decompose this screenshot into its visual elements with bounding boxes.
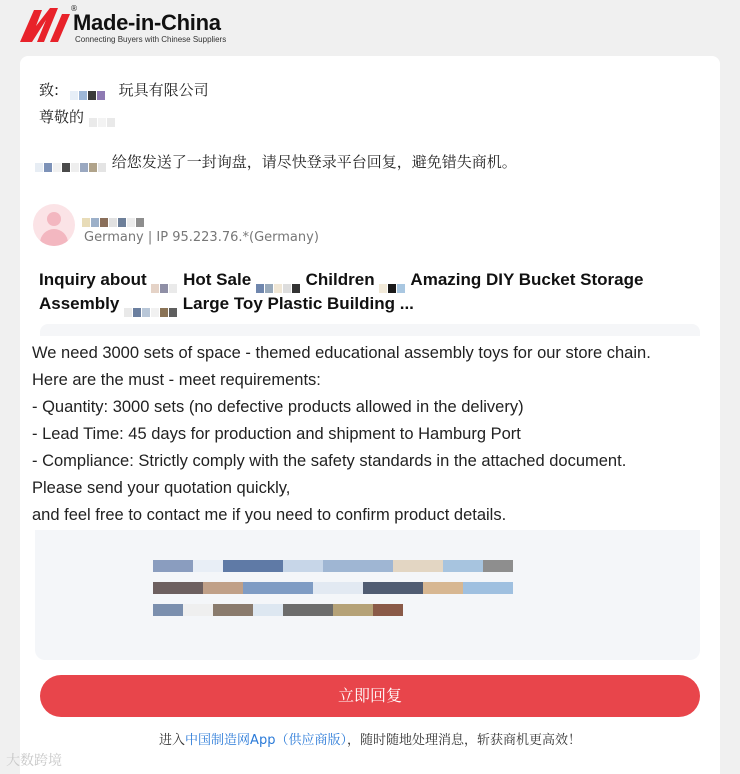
sender-avatar	[33, 204, 75, 246]
message-line: Please send your quotation quickly,	[32, 479, 291, 497]
to-prefix: 致:	[39, 81, 60, 99]
logo-registered-mark: ®	[70, 4, 78, 13]
redacted-sender-name-2	[82, 213, 145, 222]
watermark-text: 大数跨境	[6, 753, 62, 769]
avatar-body-shape	[40, 229, 68, 246]
redacted-subject-4	[124, 300, 178, 309]
redacted-subject-1	[151, 276, 178, 285]
message-box-top	[40, 324, 700, 336]
redacted-subject-3	[379, 276, 406, 285]
message-line: - Compliance: Strictly comply with the safety standards in the attached document.	[32, 452, 627, 470]
redacted-details-box	[35, 530, 700, 660]
inquiry-subject[interactable]	[39, 268, 709, 316]
redacted-subject-2	[256, 276, 301, 285]
app-download-link[interactable]: 中国制造网App（供应商版）	[185, 733, 347, 748]
to-line	[39, 79, 209, 100]
footer-suffix: ，随时随地处理消息，斩获商机更高效！	[346, 733, 581, 748]
notice-line	[35, 151, 517, 172]
subject-part-3: Amazing DIY Bucket Storage	[410, 270, 644, 289]
subject-part-1: Hot Sale	[183, 270, 252, 289]
subject-part-4: Assembly	[39, 294, 120, 313]
message-line: - Lead Time: 45 days for production and shipment to Hamburg Port	[32, 425, 521, 443]
subject-prefix: Inquiry about	[39, 270, 147, 289]
logo-tagline: Connecting Buyers with Chinese Suppliers	[75, 35, 227, 44]
message-line: - Quantity: 3000 sets (no defective products allowed in the delivery)	[32, 398, 524, 416]
redacted-row	[153, 604, 403, 618]
redacted-company-name	[70, 86, 106, 95]
sender-name-redacted	[82, 208, 145, 226]
redacted-sender-name	[35, 158, 107, 167]
company-suffix: 玩具有限公司	[118, 81, 209, 99]
redacted-row	[153, 582, 513, 596]
message-line: We need 3000 sets of space - themed educational assembly toys for our store chain.	[32, 344, 651, 362]
redacted-row	[153, 560, 513, 574]
dear-line	[39, 106, 116, 127]
dear-prefix: 尊敬的	[39, 108, 85, 126]
notice-text: 给您发送了一封询盘，请尽快登录平台回复，避免错失商机。	[111, 153, 517, 171]
message-line: and feel free to contact me if you need to confirm product details.	[32, 506, 507, 524]
made-in-china-logo-icon[interactable]	[20, 6, 72, 42]
subject-part-5: Large Toy Plastic Building ...	[182, 294, 414, 313]
logo-wordmark[interactable]: Made-in-China	[73, 10, 221, 35]
sender-location: Germany | IP 95.223.76.*(Germany)	[84, 230, 319, 245]
inquiry-message	[32, 340, 718, 529]
footer-app-promo	[20, 729, 720, 748]
header	[0, 0, 740, 55]
avatar-head-shape	[47, 212, 61, 226]
subject-part-2: Children	[305, 270, 375, 289]
message-line: Here are the must - meet requirements:	[32, 371, 321, 389]
reply-now-button[interactable]: 立即回复	[40, 675, 700, 717]
inquiry-email-card	[20, 56, 720, 774]
redacted-recipient-name	[89, 113, 116, 122]
footer-prefix: 进入	[159, 733, 186, 748]
